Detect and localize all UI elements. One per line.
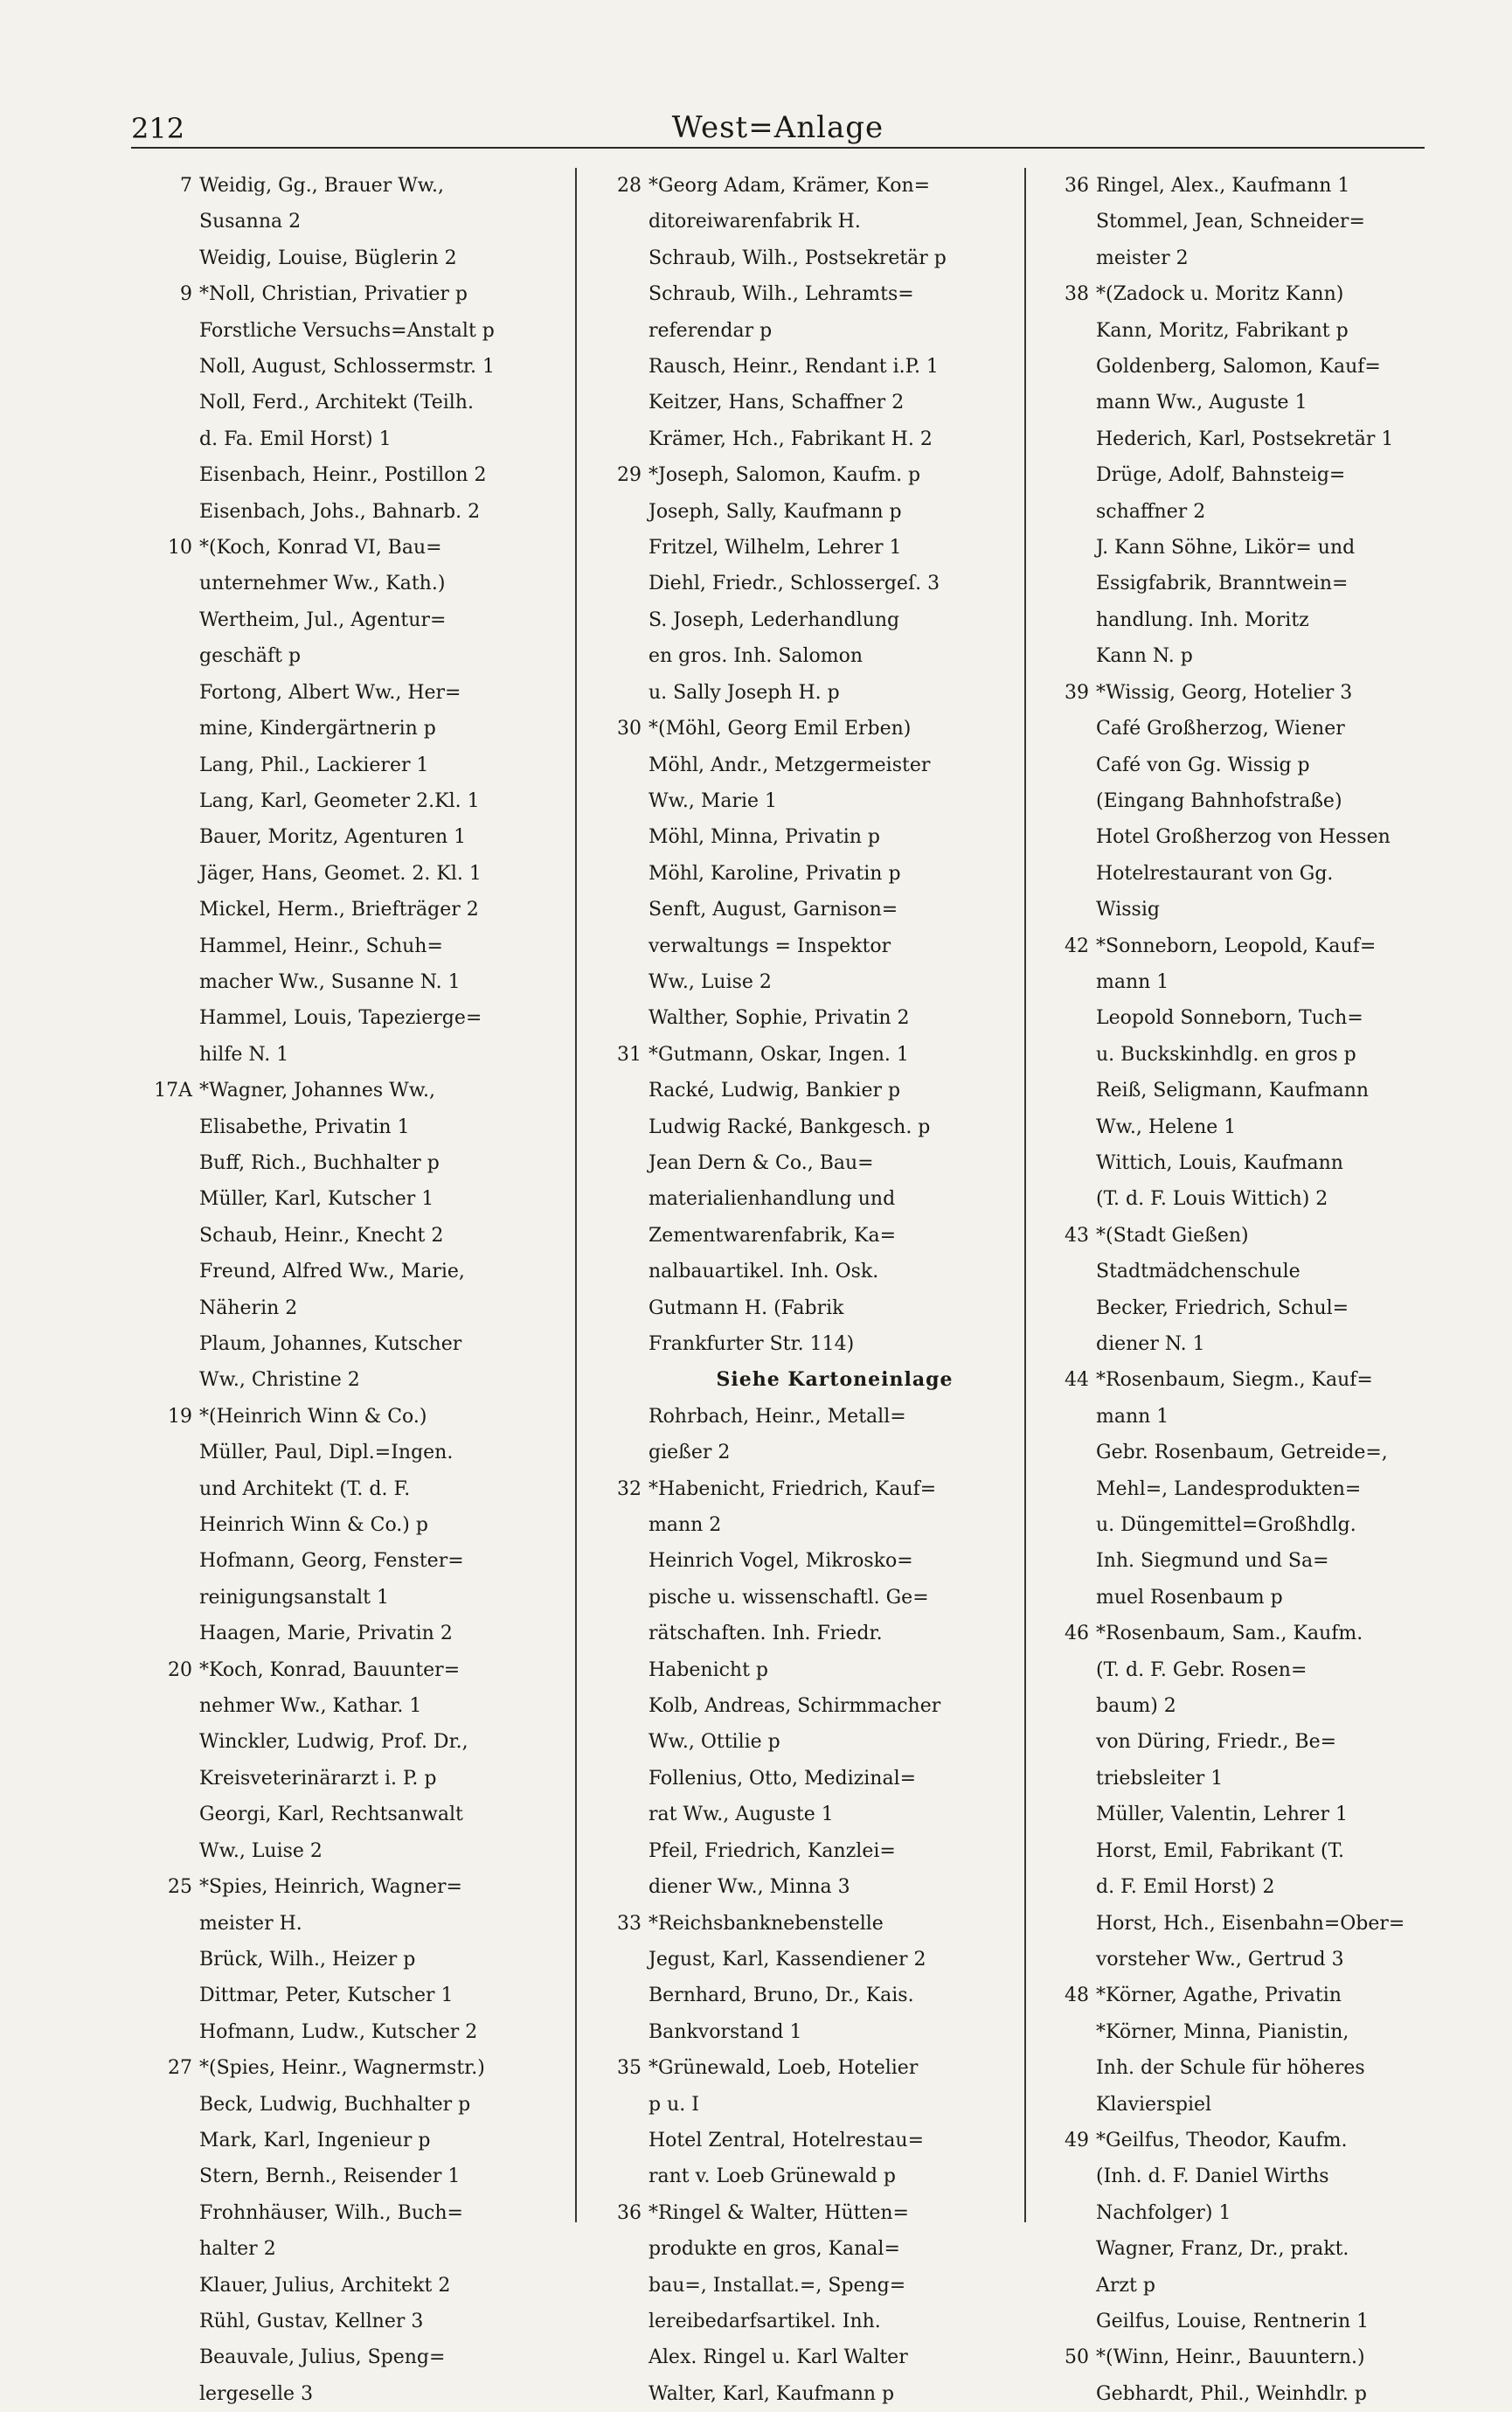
entry-line: Heinrich Vogel, Mikrosko= bbox=[648, 1550, 913, 1573]
entry-line: Brück, Wilh., Heizer p bbox=[199, 1948, 416, 1971]
entry-line: Gebhardt, Phil., Weinhdlr. p bbox=[1096, 2382, 1367, 2405]
house-number: 32 bbox=[617, 1477, 642, 1500]
entry-line: Eisenbach, Heinr., Postillon 2 bbox=[199, 464, 487, 487]
address-entry bbox=[122, 1073, 568, 1399]
house-number: 36 bbox=[1065, 175, 1089, 197]
entry-text bbox=[648, 2050, 1021, 2195]
entry-line: muel Rosenbaum p bbox=[1096, 1586, 1283, 1609]
address-entry bbox=[122, 1869, 568, 2050]
entry-line: Ww., Luise 2 bbox=[199, 1839, 323, 1862]
entry-line: Drüge, Adolf, Bahnsteig= bbox=[1096, 464, 1346, 487]
entry-line: pische u. wissenschaftl. Ge= bbox=[648, 1586, 929, 1609]
entry-line: Noll, Ferd., Architekt (Teilh. bbox=[199, 392, 474, 414]
entry-line: Horst, Emil, Fabrikant (T. bbox=[1096, 1839, 1345, 1862]
entry-text bbox=[199, 240, 568, 276]
entry-text bbox=[199, 1869, 568, 2050]
entry-line: Mehl=, Landesprodukten= bbox=[1096, 1477, 1362, 1500]
house-number: 48 bbox=[1065, 1985, 1089, 2007]
entry-line: Café von Gg. Wissig p bbox=[1096, 754, 1310, 776]
house-number: 31 bbox=[617, 1043, 642, 1066]
house-number: 29 bbox=[617, 464, 642, 487]
entry-line: Follenius, Otto, Medizinal= bbox=[648, 1767, 917, 1790]
house-number: 39 bbox=[1065, 681, 1089, 704]
entry-line: Ww., Marie 1 bbox=[648, 789, 778, 812]
entry-line: gießer 2 bbox=[648, 1442, 731, 1464]
entry-line: rätschaften. Inh. Friedr. bbox=[648, 1623, 883, 1645]
entry-text bbox=[648, 2195, 1021, 2412]
entry-line: Gutmann H. (Fabrik bbox=[648, 1296, 844, 1319]
address-entry bbox=[122, 240, 568, 276]
address-entry bbox=[122, 2050, 568, 2412]
entry-line: *Georg Adam, Krämer, Kon= bbox=[648, 175, 931, 197]
entry-line: macher Ww., Susanne N. 1 bbox=[199, 970, 461, 993]
entry-line: Hofmann, Georg, Fenster= bbox=[199, 1550, 464, 1573]
entry-line: Möhl, Minna, Privatin p bbox=[648, 826, 880, 849]
entry-line: meister H. bbox=[199, 1912, 302, 1935]
entry-text bbox=[1096, 1218, 1433, 1363]
entry-line: (T. d. F. Louis Wittich) 2 bbox=[1096, 1188, 1328, 1211]
entry-line: *Noll, Christian, Privatier p bbox=[199, 283, 468, 306]
entry-line: *Rosenbaum, Sam., Kaufm. bbox=[1096, 1623, 1363, 1645]
entry-text bbox=[199, 276, 568, 530]
entry-line: Fritzel, Wilhelm, Lehrer 1 bbox=[648, 537, 902, 560]
entry-line: *Rosenbaum, Siegm., Kauf= bbox=[1096, 1369, 1373, 1392]
entry-line: Bauer, Moritz, Agenturen 1 bbox=[199, 826, 467, 849]
entry-line: Kann N. p bbox=[1096, 645, 1193, 668]
entry-line: Bernhard, Bruno, Dr., Kais. bbox=[648, 1985, 914, 2007]
entry-line: Heinrich Winn & Co.) p bbox=[199, 1514, 428, 1537]
entry-line: Forstliche Versuchs=Anstalt p bbox=[199, 319, 495, 342]
entry-line: Rohrbach, Heinr., Metall= bbox=[648, 1405, 906, 1428]
entry-line: ditoreiwarenfabrik H. bbox=[648, 211, 861, 233]
column-divider-2 bbox=[1024, 168, 1026, 2222]
entry-line: p u. I bbox=[648, 2093, 699, 2116]
address-entry bbox=[1031, 168, 1433, 276]
entry-line: Hotelrestaurant von Gg. bbox=[1096, 862, 1334, 885]
address-entry bbox=[1031, 2123, 1433, 2339]
house-number: 35 bbox=[617, 2057, 642, 2080]
entry-line: Essigfabrik, Branntwein= bbox=[1096, 573, 1349, 595]
entry-line: Walter, Karl, Kaufmann p bbox=[648, 2382, 895, 2405]
column-divider-1 bbox=[575, 168, 577, 2222]
entry-line: (Inh. d. F. Daniel Wirths bbox=[1096, 2165, 1329, 2188]
house-number: 27 bbox=[168, 2057, 192, 2080]
entry-line: Buff, Rich., Buchhalter p bbox=[199, 1151, 440, 1174]
entry-line: Wittich, Louis, Kaufmann bbox=[1096, 1151, 1343, 1174]
entry-line: Habenicht p bbox=[648, 1658, 769, 1681]
entry-line: Ww., Christine 2 bbox=[199, 1369, 360, 1392]
directory-column-2 bbox=[584, 168, 1021, 2405]
entry-line: mann 2 bbox=[648, 1514, 722, 1537]
entry-line: *(Spies, Heinr., Wagnermstr.) bbox=[199, 2057, 485, 2080]
entry-line: Arzt p bbox=[1096, 2274, 1155, 2297]
entry-line: Hederich, Karl, Postsekretär 1 bbox=[1096, 427, 1394, 450]
entry-line: Schraub, Wilh., Postsekretär p bbox=[648, 247, 947, 269]
entry-line: *(Möhl, Georg Emil Erben) bbox=[648, 718, 912, 740]
entry-line: Hammel, Louis, Tapezierge= bbox=[199, 1007, 482, 1030]
entry-line: Krämer, Hch., Fabrikant H. 2 bbox=[648, 427, 933, 450]
entry-line: baum) 2 bbox=[1096, 1695, 1176, 1718]
entry-line: *(Winn, Heinr., Bauuntern.) bbox=[1096, 2346, 1365, 2369]
entry-text bbox=[1096, 1362, 1433, 1616]
entry-text bbox=[648, 168, 1021, 457]
entry-line: triebsleiter 1 bbox=[1096, 1767, 1224, 1790]
entry-text bbox=[1096, 675, 1433, 928]
entry-line: Freund, Alfred Ww., Marie, bbox=[199, 1261, 465, 1283]
address-entry bbox=[584, 711, 1021, 1037]
house-number: 19 bbox=[168, 1405, 192, 1428]
entry-line: Elisabethe, Privatin 1 bbox=[199, 1116, 410, 1138]
entry-line: produkte en gros, Kanal= bbox=[648, 2238, 900, 2261]
house-number: 28 bbox=[617, 175, 642, 197]
header-rule bbox=[131, 147, 1425, 149]
entry-line: Klauer, Julius, Architekt 2 bbox=[199, 2274, 451, 2297]
entry-line: Noll, August, Schlossermstr. 1 bbox=[199, 356, 496, 379]
entry-text bbox=[199, 1399, 568, 1652]
entry-text bbox=[648, 1906, 1021, 2051]
entry-line: verwaltungs = Inspektor bbox=[648, 935, 891, 957]
entry-line: diener N. 1 bbox=[1096, 1333, 1205, 1355]
address-entry bbox=[1031, 928, 1433, 1218]
entry-line: vorsteher Ww., Gertrud 3 bbox=[1096, 1948, 1344, 1971]
entry-line: Lang, Karl, Geometer 2.Kl. 1 bbox=[199, 789, 480, 812]
entry-line: Alex. Ringel u. Karl Walter bbox=[648, 2346, 908, 2369]
entry-line: d. Fa. Emil Horst) 1 bbox=[199, 427, 392, 450]
entry-line: Wissig bbox=[1096, 899, 1160, 921]
entry-line: Racké, Ludwig, Bankier p bbox=[648, 1080, 901, 1102]
entry-line: en gros. Inh. Salomon bbox=[648, 645, 864, 668]
address-entry bbox=[584, 457, 1021, 711]
entry-line: Beck, Ludwig, Buchhalter p bbox=[199, 2093, 471, 2116]
entry-line: *(Stadt Gießen) bbox=[1096, 1224, 1249, 1247]
entry-text bbox=[199, 2050, 568, 2412]
entry-line: *(Heinrich Winn & Co.) bbox=[199, 1405, 427, 1428]
entry-line: Horst, Hch., Eisenbahn=Ober= bbox=[1096, 1912, 1405, 1935]
entry-line: lereibedarfsartikel. Inh. bbox=[648, 2310, 881, 2332]
entry-line: Wertheim, Jul., Agentur= bbox=[199, 608, 447, 631]
entry-line: d. F. Emil Horst) 2 bbox=[1096, 1876, 1275, 1899]
entry-line: Jegust, Karl, Kassendiener 2 bbox=[648, 1948, 926, 1971]
entry-line: referendar p bbox=[648, 319, 773, 342]
directory-column-3 bbox=[1031, 168, 1433, 2405]
address-entry bbox=[122, 168, 568, 240]
entry-line: Stommel, Jean, Schneider= bbox=[1096, 211, 1365, 233]
entry-text bbox=[199, 168, 568, 240]
entry-line: Lang, Phil., Lackierer 1 bbox=[199, 754, 429, 776]
house-number: 38 bbox=[1065, 283, 1089, 306]
house-number: 20 bbox=[168, 1658, 192, 1681]
entry-line: handlung. Inh. Moritz bbox=[1096, 608, 1309, 631]
entry-line: Inh. der Schule für höheres bbox=[1096, 2057, 1365, 2080]
entry-line: *(Koch, Konrad VI, Bau= bbox=[199, 537, 442, 560]
entry-line: mann 1 bbox=[1096, 1405, 1169, 1428]
entry-line: Haagen, Marie, Privatin 2 bbox=[199, 1623, 453, 1645]
entry-line: Möhl, Andr., Metzgermeister bbox=[648, 754, 931, 776]
address-entry bbox=[1031, 1616, 1433, 1978]
entry-line: *Wissig, Georg, Hotelier 3 bbox=[1096, 681, 1353, 704]
entry-line: Ludwig Racké, Bankgesch. p bbox=[648, 1116, 931, 1138]
entry-line: *Koch, Konrad, Bauunter= bbox=[199, 1658, 461, 1681]
entry-text bbox=[1096, 1616, 1433, 1978]
house-number: 9 bbox=[180, 283, 192, 306]
entry-text bbox=[648, 711, 1021, 1037]
entry-line: Eisenbach, Johs., Bahnarb. 2 bbox=[199, 500, 481, 523]
entry-line: rat Ww., Auguste 1 bbox=[648, 1804, 834, 1826]
entry-line: *Wagner, Johannes Ww., bbox=[199, 1080, 435, 1102]
entry-line: rant v. Loeb Grünewald p bbox=[648, 2165, 896, 2188]
entry-line: Gebr. Rosenbaum, Getreide=, bbox=[1096, 1442, 1388, 1464]
entry-line: Beauvale, Julius, Speng= bbox=[199, 2346, 446, 2369]
entry-line: nehmer Ww., Kathar. 1 bbox=[199, 1695, 422, 1718]
entry-line: Ww., Helene 1 bbox=[1096, 1116, 1237, 1138]
address-entry bbox=[584, 2050, 1021, 2195]
entry-line: Fortong, Albert Ww., Her= bbox=[199, 681, 461, 704]
entry-line: u. Buckskinhdlg. en gros p bbox=[1096, 1043, 1356, 1066]
entry-line: hilfe N. 1 bbox=[199, 1043, 289, 1066]
entry-line: Hammel, Heinr., Schuh= bbox=[199, 935, 443, 957]
entry-line: Müller, Valentin, Lehrer 1 bbox=[1096, 1804, 1348, 1826]
entry-line: Café Großherzog, Wiener bbox=[1096, 718, 1345, 740]
address-entry bbox=[1031, 2339, 1433, 2412]
entry-line: bau=, Installat.=, Speng= bbox=[648, 2274, 906, 2297]
entry-text bbox=[199, 1073, 568, 1399]
entry-line: Susanna 2 bbox=[199, 211, 302, 233]
entry-line: Zementwarenfabrik, Ka= bbox=[648, 1224, 897, 1247]
entry-line: Leopold Sonneborn, Tuch= bbox=[1096, 1007, 1363, 1030]
address-entry bbox=[584, 1471, 1021, 1906]
entry-line: Bankvorstand 1 bbox=[648, 2020, 802, 2043]
entry-line: u. Sally Joseph H. p bbox=[648, 681, 840, 704]
entry-line: Müller, Paul, Dipl.=Ingen. bbox=[199, 1442, 454, 1464]
entry-line: Geilfus, Louise, Rentnerin 1 bbox=[1096, 2310, 1370, 2332]
entry-text bbox=[648, 1471, 1021, 1906]
entry-line: Kann, Moritz, Fabrikant p bbox=[1096, 319, 1349, 342]
entry-line: Mickel, Herm., Briefträger 2 bbox=[199, 899, 479, 921]
entry-line: Siehe Kartoneinlage bbox=[716, 1368, 954, 1392]
entry-line: *Körner, Agathe, Privatin bbox=[1096, 1985, 1342, 2007]
house-number: 42 bbox=[1065, 935, 1089, 957]
entry-line: meister 2 bbox=[1096, 247, 1189, 269]
address-entry bbox=[122, 530, 568, 1073]
entry-line: Jean Dern & Co., Bau= bbox=[648, 1151, 874, 1174]
entry-line: Joseph, Sally, Kaufmann p bbox=[648, 500, 902, 523]
entry-line: Diehl, Friedr., Schlossergeſ. 3 bbox=[648, 573, 940, 595]
address-entry bbox=[584, 1906, 1021, 2051]
entry-line: (Eingang Bahnhofstraße) bbox=[1096, 789, 1342, 812]
house-number: 33 bbox=[617, 1912, 642, 1935]
entry-line: Mark, Karl, Ingenieur p bbox=[199, 2129, 431, 2151]
entry-line: mine, Kindergärtnerin p bbox=[199, 718, 436, 740]
entry-line: Wagner, Franz, Dr., prakt. bbox=[1096, 2238, 1349, 2261]
entry-text bbox=[648, 1037, 1021, 1471]
entry-line: Inh. Siegmund und Sa= bbox=[1096, 1550, 1329, 1573]
entry-line: Hotel Großherzog von Hessen bbox=[1096, 826, 1391, 849]
address-entry bbox=[1031, 1218, 1433, 1363]
address-entry bbox=[1031, 1978, 1433, 2123]
entry-line: schaffner 2 bbox=[1096, 500, 1206, 523]
entry-line: von Düring, Friedr., Be= bbox=[1096, 1731, 1337, 1754]
entry-line: Stern, Bernh., Reisender 1 bbox=[199, 2165, 461, 2188]
entry-text bbox=[1096, 928, 1433, 1218]
entry-line: halter 2 bbox=[199, 2238, 276, 2261]
entry-line: Näherin 2 bbox=[199, 1296, 298, 1319]
entry-text bbox=[199, 530, 568, 1073]
entry-line: Rausch, Heinr., Rendant i.P. 1 bbox=[648, 356, 939, 379]
entry-line: u. Düngemittel=Großhdlg. bbox=[1096, 1514, 1356, 1537]
entry-line: reinigungsanstalt 1 bbox=[199, 1586, 389, 1609]
entry-line: Ww., Ottilie p bbox=[648, 1731, 780, 1754]
entry-line: Jäger, Hans, Geomet. 2. Kl. 1 bbox=[199, 862, 482, 885]
entry-line: Hofmann, Ludw., Kutscher 2 bbox=[199, 2020, 478, 2043]
entry-line: *Ringel & Walter, Hütten= bbox=[648, 2201, 909, 2224]
entry-line: Becker, Friedrich, Schul= bbox=[1096, 1296, 1349, 1319]
entry-line: Walther, Sophie, Privatin 2 bbox=[648, 1007, 910, 1030]
entry-line: *Reichsbanknebenstelle bbox=[648, 1912, 884, 1935]
entry-line: materialienhandlung und bbox=[648, 1188, 896, 1211]
entry-text bbox=[1096, 2339, 1433, 2412]
entry-line: geschäft p bbox=[199, 645, 302, 668]
entry-line: Frankfurter Str. 114) bbox=[648, 1333, 855, 1355]
entry-line: diener Ww., Minna 3 bbox=[648, 1876, 850, 1899]
entry-line: Hotel Zentral, Hotelrestau= bbox=[648, 2129, 925, 2151]
house-number: 49 bbox=[1065, 2129, 1089, 2151]
house-number: 25 bbox=[168, 1876, 192, 1899]
entry-line: Kolb, Andreas, Schirmmacher bbox=[648, 1695, 941, 1718]
entry-line: lergeselle 3 bbox=[199, 2382, 314, 2405]
entry-line: Pfeil, Friedrich, Kanzlei= bbox=[648, 1839, 896, 1862]
entry-line: *Geilfus, Theodor, Kaufm. bbox=[1096, 2129, 1348, 2151]
entry-line: Goldenberg, Salomon, Kauf= bbox=[1096, 356, 1381, 379]
address-entry bbox=[122, 276, 568, 530]
directory-column-1 bbox=[122, 168, 568, 2405]
entry-text bbox=[1096, 1978, 1433, 2123]
house-number: 43 bbox=[1065, 1224, 1089, 1247]
entry-line: Weidig, Louise, Büglerin 2 bbox=[199, 247, 457, 269]
entry-line: Klavierspiel bbox=[1096, 2093, 1212, 2116]
house-number: 17A bbox=[154, 1080, 192, 1102]
house-number: 10 bbox=[168, 537, 192, 560]
entry-line: Dittmar, Peter, Kutscher 1 bbox=[199, 1985, 454, 2007]
entry-line: *Grünewald, Loeb, Hotelier bbox=[648, 2057, 919, 2080]
entry-text bbox=[1096, 276, 1433, 674]
entry-line: mann Ww., Auguste 1 bbox=[1096, 392, 1307, 414]
entry-line: Möhl, Karoline, Privatin p bbox=[648, 862, 901, 885]
entry-line: *Gutmann, Oskar, Ingen. 1 bbox=[648, 1043, 909, 1066]
entry-line: *Spies, Heinrich, Wagner= bbox=[199, 1876, 462, 1899]
entry-line: mann 1 bbox=[1096, 970, 1169, 993]
entry-line: *Joseph, Salomon, Kaufm. p bbox=[648, 464, 921, 487]
address-entry bbox=[1031, 1362, 1433, 1616]
house-number: 30 bbox=[617, 718, 642, 740]
entry-line: J. Kann Söhne, Likör= und bbox=[1096, 537, 1356, 560]
entry-line: *(Zadock u. Moritz Kann) bbox=[1096, 283, 1344, 306]
entry-line: Kreisveterinärarzt i. P. p bbox=[199, 1767, 437, 1790]
entry-line: *Sonneborn, Leopold, Kauf= bbox=[1096, 935, 1377, 957]
entry-text bbox=[199, 1652, 568, 1869]
page-number: 212 bbox=[131, 112, 185, 145]
entry-line: Rühl, Gustav, Kellner 3 bbox=[199, 2310, 424, 2332]
house-number: 36 bbox=[617, 2201, 642, 2224]
entry-line: nalbauartikel. Inh. Osk. bbox=[648, 1261, 879, 1283]
entry-line: Müller, Karl, Kutscher 1 bbox=[199, 1188, 434, 1211]
entry-text bbox=[1096, 168, 1433, 276]
address-entry bbox=[122, 1652, 568, 1869]
entry-line: Winckler, Ludwig, Prof. Dr., bbox=[199, 1731, 468, 1754]
address-entry bbox=[1031, 276, 1433, 674]
entry-line: Schaub, Heinr., Knecht 2 bbox=[199, 1224, 444, 1247]
entry-line: Plaum, Johannes, Kutscher bbox=[199, 1333, 462, 1355]
entry-line: Ww., Luise 2 bbox=[648, 970, 772, 993]
house-number: 7 bbox=[180, 175, 192, 197]
address-entry bbox=[584, 168, 1021, 457]
address-entry bbox=[584, 2195, 1021, 2412]
entry-line: und Architekt (T. d. F. bbox=[199, 1477, 411, 1500]
house-number: 46 bbox=[1065, 1623, 1089, 1645]
entry-line: unternehmer Ww., Kath.) bbox=[199, 573, 446, 595]
entry-line: *Habenicht, Friedrich, Kauf= bbox=[648, 1477, 937, 1500]
house-number: 50 bbox=[1065, 2346, 1089, 2369]
entry-text bbox=[648, 457, 1021, 711]
entry-line: Nachfolger) 1 bbox=[1096, 2201, 1231, 2224]
entry-line: (T. d. F. Gebr. Rosen= bbox=[1096, 1658, 1307, 1681]
entry-line: Frohnhäuser, Wilh., Buch= bbox=[199, 2201, 463, 2224]
address-entry bbox=[1031, 675, 1433, 928]
entry-line: Reiß, Seligmann, Kaufmann bbox=[1096, 1080, 1370, 1102]
entry-text bbox=[1096, 2123, 1433, 2339]
entry-line: Ringel, Alex., Kaufmann 1 bbox=[1096, 175, 1350, 197]
house-number: 44 bbox=[1065, 1369, 1089, 1392]
running-title: West=Anlage bbox=[671, 110, 884, 145]
address-entry bbox=[584, 1037, 1021, 1471]
entry-line: S. Joseph, Lederhandlung bbox=[648, 608, 900, 631]
entry-line: Senft, August, Garnison= bbox=[648, 899, 898, 921]
address-entry bbox=[122, 1399, 568, 1652]
entry-line: Schraub, Wilh., Lehramts= bbox=[648, 283, 914, 306]
entry-line: Weidig, Gg., Brauer Ww., bbox=[199, 175, 445, 197]
entry-line: Keitzer, Hans, Schaffner 2 bbox=[648, 392, 905, 414]
entry-line: Stadtmädchenschule bbox=[1096, 1261, 1300, 1283]
entry-line: Georgi, Karl, Rechtsanwalt bbox=[199, 1804, 463, 1826]
entry-line: *Körner, Minna, Pianistin, bbox=[1096, 2020, 1349, 2043]
